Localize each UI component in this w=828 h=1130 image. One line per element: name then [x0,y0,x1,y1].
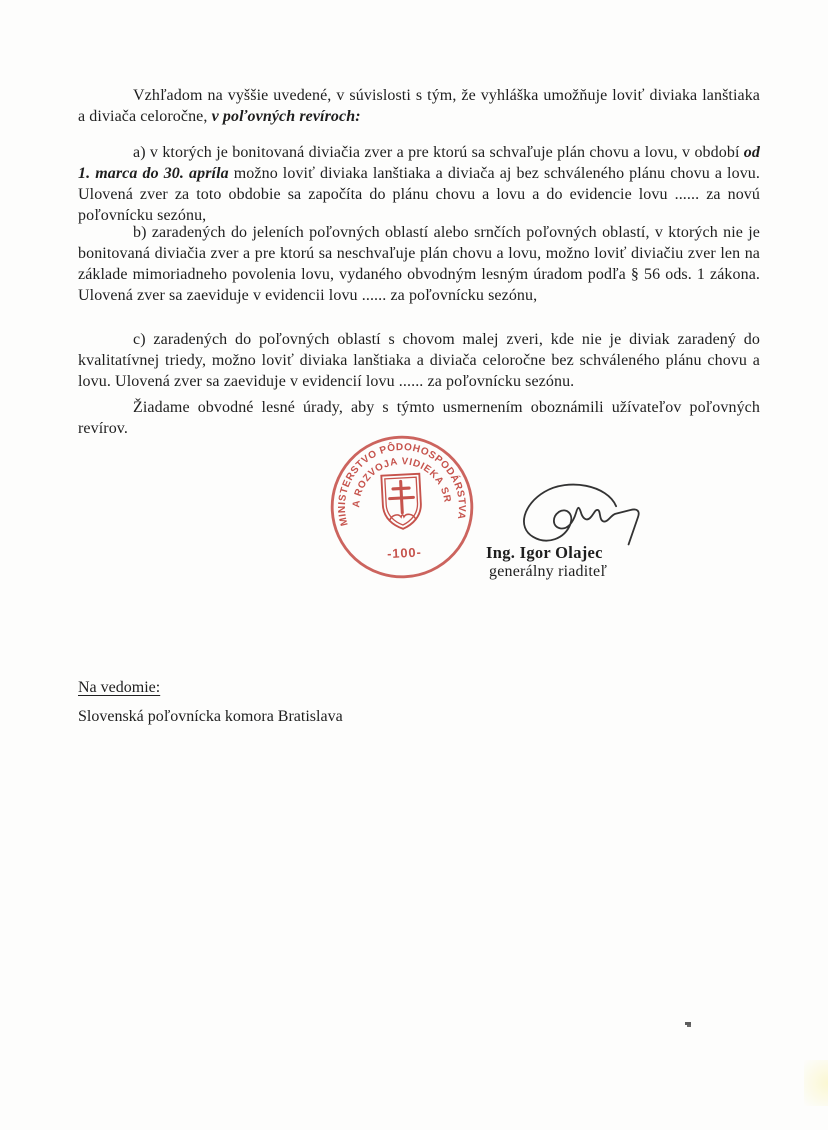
scan-smudge [804,1060,828,1106]
cc-label: Na vedomie: [78,679,161,696]
scan-speck [685,1022,691,1025]
item-a-emphasis: od 1. marca do 30. apríla [78,144,760,182]
paragraph-intro [78,85,760,127]
item-c-text: c) zaradených do poľovných oblastí s chovom malej zveri, kde nie je diviak zaradený do kvalitatívnej triedy, možno loviť diviaka lanštiaka a diviača celoročne bez schváleného plánu chovu a lovu. Ulovená zver sa zaeviduje v evidencií lovu ...... za poľovnícku sezónu. [78,331,760,390]
ministry-stamp [322,427,482,587]
closing-text: Žiadame obvodné lesné úrady, aby s týmto usmernením oboznámili užívateľov poľovných revírov. [78,399,760,437]
paragraph-item-a [78,142,760,226]
paragraph-item-c [78,329,760,392]
item-a-text-2: možno loviť diviaka lanštiaka a diviača aj bez schváleného plánu chovu a lovu. Ulovená zver za toto obdobie sa započíta do plánu chovu a lovu a do evidencie lovu ...... za novú poľovnícku sezónu, [78,165,760,224]
stamp-outer-text: MINISTERSTVO PÔDOHOSPODÁRSTVA [336,441,468,527]
signature [498,468,654,554]
item-a-text-1: a) v ktorých je bonitovaná diviačia zver a pre ktorú sa schvaľuje plán chovu a lovu, v období [133,144,744,161]
stamp-coat-of-arms [381,474,422,530]
item-b-text: b) zaradených do jeleních poľovných oblastí alebo srnčích poľovných oblastí, v ktorých nie je bonitovaná diviačia zver a pre ktorú sa neschvaľuje plán chovu a lovu, možno loviť diviačiu zver len na základe mimoriadneho povolenia lovu, vydaného obvodným lesným úradom podľa § 56 ods. 1 zákona. Ulovená zver sa zaeviduje v evidencii lovu ...... za poľovnícku sezónu, [78,224,760,304]
stamp-number: -100- [386,544,423,562]
intro-text: Vzhľadom na vyššie uvedené, v súvislosti s tým, že vyhláška umožňuje loviť diviaka lanštiaka a diviača celoročne, [78,87,760,125]
cc-recipient: Slovenská poľovnícka komora Bratislava [78,708,343,725]
signature-scribble [498,468,654,554]
signatory-name: Ing. Igor Olajec [486,543,603,562]
ministry-stamp-graphic [322,427,482,587]
intro-emphasis: v poľovných revíroch: [211,108,361,125]
signatory-title: generálny riaditeľ [489,563,608,580]
paragraph-item-b [78,222,760,306]
stamp-inner-text: A ROZVOJA VIDIEKA SR [351,456,453,508]
